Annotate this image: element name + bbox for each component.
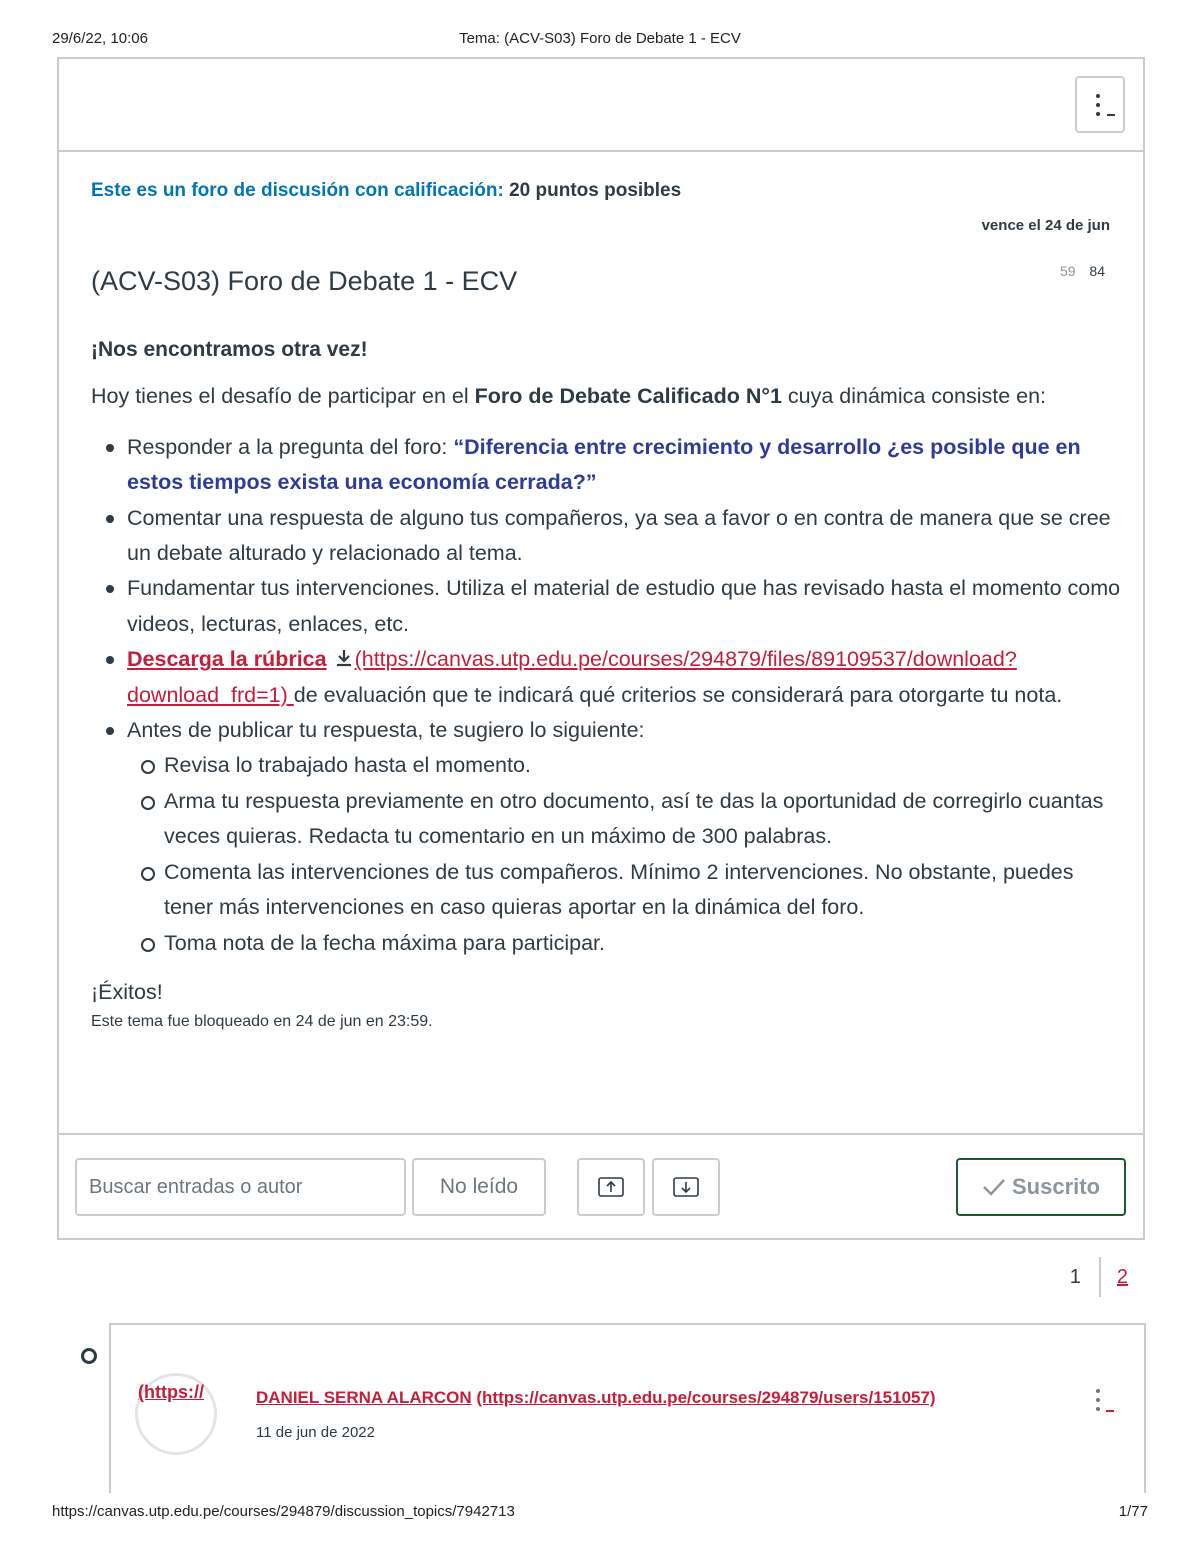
author-link[interactable]: DANIEL SERNA ALARCON (256, 1388, 472, 1407)
page-2-link[interactable]: 2 (1116, 1265, 1128, 1288)
rubric-download-link[interactable]: Descarga la rúbrica (127, 647, 327, 672)
total-count: 84 (1089, 263, 1105, 279)
graded-label: Este es un foro de discusión con calificación: (91, 180, 504, 201)
search-input[interactable] (75, 1158, 406, 1216)
pagination (1070, 1257, 1128, 1297)
suggestions-list (127, 748, 1121, 960)
arrow-up-icon (598, 1177, 624, 1197)
due-date: vence el 24 de jun (981, 217, 1110, 234)
kebab-menu-icon (1094, 1389, 1114, 1411)
topic-options-button[interactable] (1075, 76, 1125, 133)
download-icon[interactable] (335, 649, 353, 667)
topic-title: (ACV-S03) Foro de Debate 1 - ECV (91, 266, 518, 296)
checkmark-icon (982, 1177, 1006, 1197)
instructions-list (91, 430, 1121, 961)
points-possible: 20 puntos posibles (509, 180, 682, 201)
entry-date: 11 de jun de 2022 (256, 1424, 375, 1441)
rubric-url-link[interactable]: (https://canvas.utp.edu.pe/courses/294879/files/89109537/download?download_frd=1) (127, 647, 1017, 707)
topic-top-bar (59, 59, 1143, 152)
print-footer (52, 1503, 1148, 1521)
collapse-replies-button[interactable] (577, 1158, 645, 1216)
sub-list-item: Toma nota de la fecha máxima para participar. (164, 926, 1121, 961)
entry-options-button[interactable] (1094, 1389, 1114, 1415)
unread-indicator-icon (81, 1348, 97, 1364)
kebab-menu-icon (1096, 94, 1102, 121)
print-date: 29/6/22, 10:06 (52, 30, 148, 47)
sub-list-item: Arma tu respuesta previamente en otro documento, así te das la oportunidad de corregirlo cuantas veces quieras. Redacta tu comentario en un máximo de 300 palabras. (164, 784, 1121, 855)
print-title: Tema: (ACV-S03) Foro de Debate 1 - ECV (459, 30, 741, 47)
discussion-topic (57, 57, 1145, 1240)
page-url: https://canvas.utp.edu.pe/courses/294879/discussion_topics/7942713 (52, 1503, 515, 1520)
forum-question: “Diferencia entre crecimiento y desarrollo ¿es posible que en estos tiempos exista una economía cerrada?” (127, 434, 1081, 495)
discussion-entry (109, 1323, 1146, 1493)
subscribe-toggle-button[interactable] (956, 1158, 1126, 1216)
sub-list-item: Comenta las intervenciones de tus compañeros. Mínimo 2 intervenciones. No obstante, puedes tener más intervenciones en caso quieras aportar en la dinámica del foro. (164, 855, 1121, 926)
list-item: Antes de publicar tu respuesta, te sugiero lo siguiente: Revisa lo trabajado hasta el momento. Arma tu respuesta previamente en otro documento, así te das la oportunidad de corregirlo cuantas veces quieras. Redacta tu comentario en un máximo de 300 palabras. Comenta las intervenciones de tus compañeros. Mínimo 2 intervenciones. No obstante, puedes tener más intervenciones en caso quieras aportar en la dinámica del foro. Toma nota de la fecha máxima para participar. (127, 713, 1121, 961)
page-number: 1/77 (1118, 1503, 1148, 1520)
list-item: Descarga la rúbrica (https://canvas.utp.edu.pe/courses/294879/files/89109537/download?download_frd=1) de evaluación que te indicará qué criterios se considerará para otorgarte tu nota. (127, 642, 1121, 713)
sub-list-item: Revisa lo trabajado hasta el momento. (164, 748, 1121, 783)
page-1[interactable]: 1 (1069, 1265, 1081, 1288)
closing-text: ¡Éxitos! (91, 979, 163, 1004)
list-item: Fundamentar tus intervenciones. Utiliza el material de estudio que has revisado hasta el momento como videos, lecturas, enlaces, etc. (127, 571, 1121, 642)
avatar-link[interactable]: (https:// (138, 1382, 204, 1402)
discussion-toolbar (59, 1133, 1143, 1238)
author-url-link[interactable]: (https://canvas.utp.edu.pe/courses/294879/users/151057) (476, 1388, 936, 1407)
list-item: Comentar una respuesta de alguno tus compañeros, ya sea a favor o en contra de manera que se cree un debate alturado y relacionado al tema. (127, 501, 1121, 572)
greeting: ¡Nos encontramos otra vez! (91, 338, 368, 361)
list-item: Responder a la pregunta del foro: “Diferencia entre crecimiento y desarrollo ¿es posible que en estos tiempos exista una economía cerrada?” (127, 430, 1121, 501)
expand-replies-button[interactable] (652, 1158, 720, 1216)
author-name (256, 1388, 936, 1408)
unread-count: 59 (1059, 263, 1076, 279)
locked-notice: Este tema fue bloqueado en 24 de jun en 23:59. (91, 1013, 433, 1031)
subscribed-label: Suscrito (1011, 1174, 1101, 1199)
graded-discussion-notice (91, 180, 681, 202)
arrow-down-icon (673, 1177, 699, 1197)
unread-filter-button[interactable]: No leído (412, 1158, 546, 1216)
reply-counts (1060, 263, 1105, 279)
intro-paragraph: Hoy tienes el desafío de participar en el Foro de Debate Calificado N°1 cuya dinámica consiste en: (91, 384, 1047, 409)
topic-message (91, 332, 1121, 1032)
print-header (52, 30, 1148, 50)
